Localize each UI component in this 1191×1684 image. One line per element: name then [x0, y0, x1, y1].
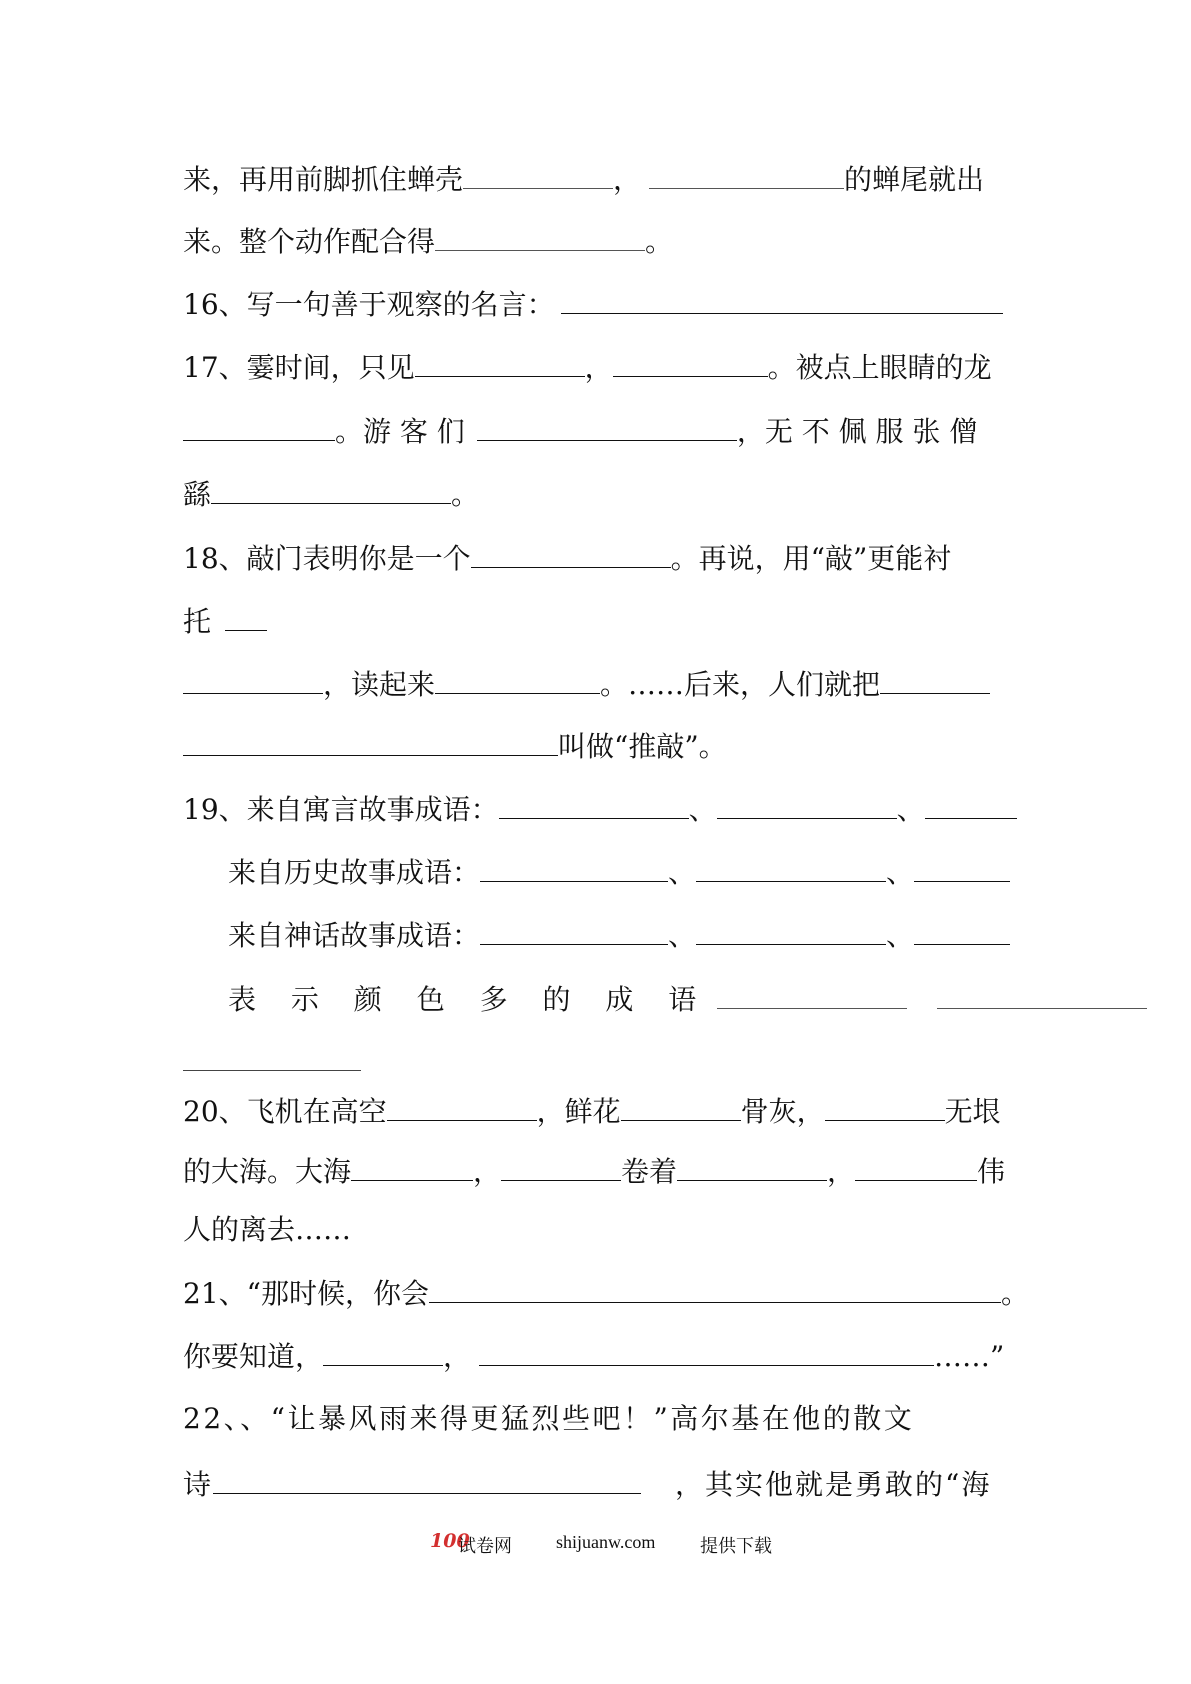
text: 卷着: [621, 1155, 678, 1188]
answer-blank[interactable]: [855, 1150, 977, 1181]
answer-blank[interactable]: [717, 978, 907, 1009]
answer-blank[interactable]: [561, 283, 1003, 314]
answer-blank[interactable]: [480, 851, 668, 882]
text: ，: [473, 1155, 502, 1188]
text: 、: [688, 793, 717, 826]
text: 无垠: [944, 1095, 1001, 1128]
question-16: [183, 283, 1018, 324]
text: ，: [584, 351, 613, 384]
text: 16、写一句善于观察的名言：: [183, 288, 555, 321]
text: ，鲜花: [536, 1095, 621, 1128]
question-19-line-2: [228, 851, 1018, 892]
question-17-line-2: [183, 410, 1018, 451]
answer-blank[interactable]: [323, 1335, 443, 1366]
answer-blank[interactable]: [613, 346, 768, 377]
text: 你要知道，: [183, 1340, 324, 1373]
answer-blank[interactable]: [880, 663, 990, 694]
text: 20、飞机在高空: [183, 1095, 387, 1128]
text: 的蝉尾就出: [844, 163, 985, 196]
answer-blank[interactable]: [471, 537, 671, 568]
text: 、: [668, 856, 697, 889]
question-15-line-2: [183, 220, 1018, 261]
question-19-line-3: [228, 914, 1018, 955]
text: 繇: [183, 478, 212, 511]
text: 、: [886, 919, 915, 952]
site-name: 试卷网: [458, 1536, 512, 1557]
answer-blank[interactable]: [211, 473, 451, 504]
question-21-line-2: [183, 1335, 1018, 1376]
answer-blank[interactable]: [429, 1272, 1001, 1303]
text: 。: [1000, 1277, 1029, 1310]
question-20-line-1: [183, 1090, 1018, 1131]
answer-blank[interactable]: [649, 158, 844, 189]
text: ，: [613, 163, 642, 196]
answer-blank[interactable]: [435, 663, 600, 694]
answer-blank[interactable]: [477, 410, 737, 441]
page-footer: [0, 1528, 1191, 1558]
text: 来自历史故事成语：: [228, 856, 481, 889]
question-22-line-2: [183, 1463, 1018, 1504]
text: ，无 不 佩 服 张 僧: [736, 415, 978, 448]
text: 的大海。大海: [183, 1155, 352, 1188]
answer-blank[interactable]: [937, 978, 1147, 1009]
text: 。被点上眼睛的龙: [767, 351, 992, 384]
answer-blank[interactable]: [183, 663, 323, 694]
text: 、: [896, 793, 925, 826]
text: 18、敲门表明你是一个: [183, 542, 471, 575]
text: ，读起来: [323, 668, 436, 701]
footer-note: 提供下载: [700, 1536, 772, 1557]
answer-blank[interactable]: [914, 914, 1010, 945]
question-18-line-2: [183, 600, 1018, 641]
question-17-line-3: [183, 473, 1018, 514]
text: ……”: [934, 1340, 1005, 1373]
text: 、: [886, 856, 915, 889]
question-22-line-1: [183, 1400, 1018, 1438]
text: 表 示 颜 色 多 的 成 语: [228, 983, 710, 1016]
text: 22、、“让暴风雨来得更猛烈些吧！”高尔基在他的散文: [183, 1402, 915, 1435]
text: ，其实他就是勇敢的“海: [675, 1468, 992, 1501]
question-18-line-4: [183, 725, 1018, 766]
answer-blank[interactable]: [225, 600, 267, 631]
text: 来自神话故事成语：: [228, 919, 481, 952]
text: 来，再用前脚抓住蝉壳: [183, 163, 464, 196]
question-15-line-1: [183, 158, 1018, 199]
answer-blank[interactable]: [213, 1463, 641, 1494]
text: 。……后来，人们就把: [600, 668, 881, 701]
text: 、: [668, 919, 697, 952]
text: 伟: [977, 1155, 1006, 1188]
answer-blank[interactable]: [717, 788, 897, 819]
text: 。再说，用“敲”更能衬: [670, 542, 952, 575]
answer-blank[interactable]: [677, 1150, 827, 1181]
question-19-line-4: [228, 978, 1018, 1019]
text: ，: [443, 1340, 472, 1373]
text: 19、来自寓言故事成语：: [183, 793, 499, 826]
answer-blank[interactable]: [925, 788, 1017, 819]
site-url[interactable]: shijuanw.com: [556, 1532, 656, 1552]
answer-blank[interactable]: [501, 1150, 621, 1181]
continuation-blank-line[interactable]: [183, 1070, 361, 1071]
question-18-line-3: [183, 663, 1018, 704]
answer-blank[interactable]: [825, 1090, 945, 1121]
question-18-line-1: [183, 537, 1018, 578]
answer-blank[interactable]: [499, 788, 689, 819]
text: 诗: [183, 1468, 214, 1501]
text: 叫做“推敲”。: [558, 730, 727, 763]
answer-blank[interactable]: [183, 410, 335, 441]
text: 托: [183, 605, 212, 638]
question-20-line-3: [183, 1211, 1018, 1249]
answer-blank[interactable]: [387, 1090, 537, 1121]
text: 人的离去……: [183, 1213, 352, 1246]
answer-blank[interactable]: [351, 1150, 473, 1181]
question-20-line-2: [183, 1150, 1018, 1191]
answer-blank[interactable]: [696, 914, 886, 945]
answer-blank[interactable]: [415, 346, 585, 377]
answer-blank[interactable]: [463, 158, 613, 189]
answer-blank[interactable]: [696, 851, 886, 882]
answer-blank[interactable]: [435, 220, 645, 251]
answer-blank[interactable]: [183, 725, 558, 756]
text: 17、霎时间，只见: [183, 351, 415, 384]
answer-blank[interactable]: [914, 851, 1010, 882]
question-21-line-1: [183, 1272, 1029, 1313]
text: ，: [827, 1155, 856, 1188]
question-17-line-1: [183, 346, 1018, 387]
text: 。游 客 们: [335, 415, 465, 448]
text: 来。整个动作配合得: [183, 225, 436, 258]
text: 21、“那时候，你会: [183, 1277, 429, 1310]
text: 。: [645, 225, 674, 258]
answer-blank[interactable]: [621, 1090, 741, 1121]
answer-blank[interactable]: [479, 1335, 934, 1366]
answer-blank[interactable]: [480, 914, 668, 945]
question-19-line-1: [183, 788, 1018, 829]
text: 骨灰，: [740, 1095, 825, 1128]
site-logo-icon: 100: [430, 1530, 470, 1552]
text: 。: [451, 478, 480, 511]
